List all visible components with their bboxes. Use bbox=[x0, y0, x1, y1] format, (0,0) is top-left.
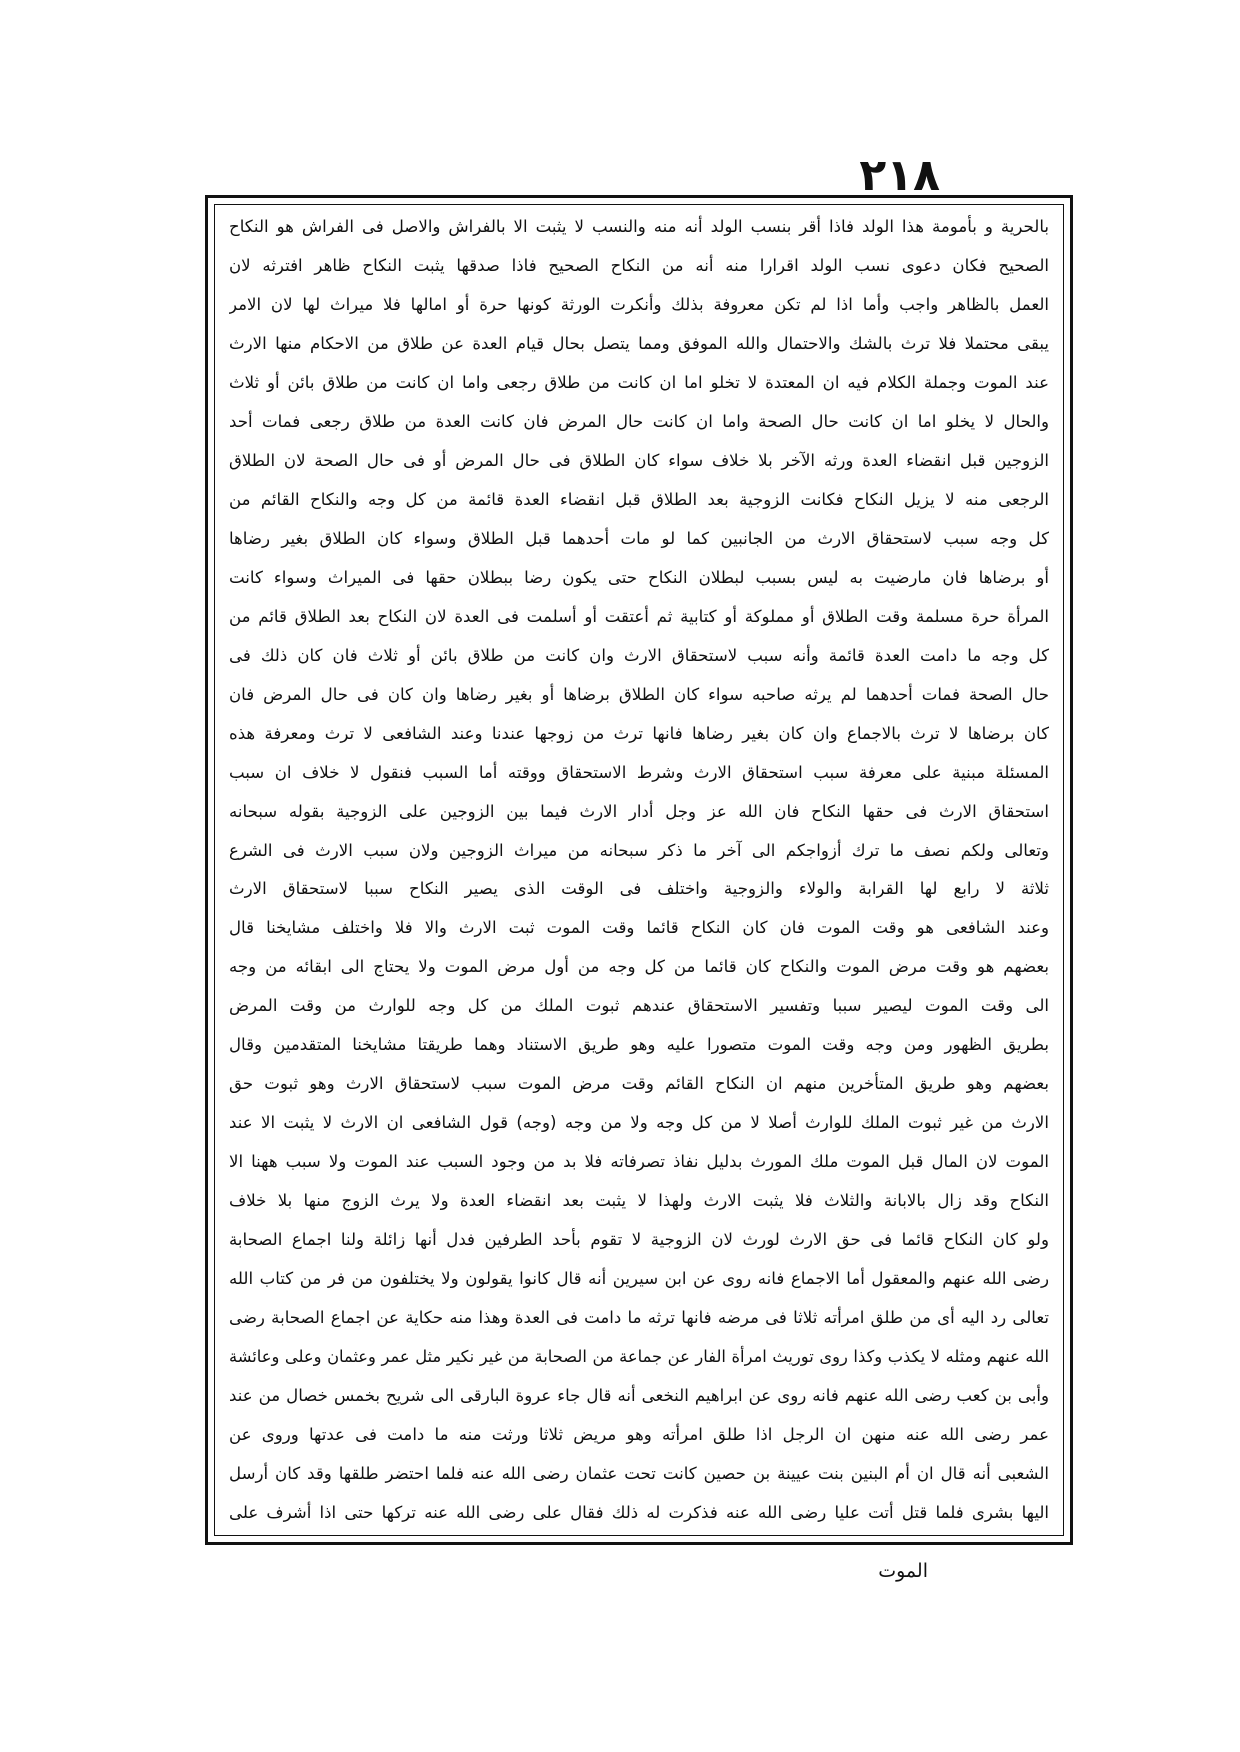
text-line: المسئلة مبنية على معرفة سبب استحقاق الارث وشرط الاستحقاق ووقته أما السبب فنقول لا خلاف ان سبب bbox=[229, 762, 1049, 782]
page-number: ٢١٨ bbox=[859, 150, 940, 201]
text-line: المرأة حرة مسلمة وقت الطلاق أو مملوكة أو كتابية ثم أعتقت أو أسلمت فى العدة لان النكاح بعد الطلاق قائم من bbox=[229, 606, 1049, 626]
text-line: والحال لا يخلو اما ان كانت حال الصحة واما ان كانت حال المرض فان كانت العدة من طلاق رجعى فمات أحد bbox=[229, 411, 1049, 431]
text-line: كل وجه سبب لاستحقاق الارث من الجانبين كما لو مات أحدهما قبل الطلاق وسواء كان الطلاق بغير رضاها bbox=[229, 528, 1049, 548]
text-line: عند الموت وجملة الكلام فيه ان المعتدة لا تخلو اما ان كانت من طلاق رجعى واما ان كانت من طلاق بائن أو ثلاث bbox=[229, 372, 1049, 392]
text-line: استحقاق الارث فى حقها النكاح فان الله عز وجل أدار الارث فيما بين الزوجين على الزوجية بقوله سبحانه bbox=[229, 801, 1049, 821]
text-line: النكاح وقد زال بالابانة والثلاث فلا يثبت الارث ولهذا لا يثبت بعد انقضاء العدة ولا يرث الزوج منها بلا خلاف bbox=[229, 1191, 1049, 1211]
text-line: الله عنهم ومثله لا يكذب وكذا روى توريث امرأة الفار عن جماعة من الصحابة من غير نكير مثل عمر وعثمان وعلى وعائشة bbox=[229, 1347, 1049, 1367]
text-line: الزوجين قبل انقضاء العدة ورثه الآخر بلا خلاف سواء كان الطلاق فى حال المرض أو فى حال الصحة لان الطلاق bbox=[229, 450, 1049, 470]
text-line: رضى الله عنهم والمعقول أما الاجماع فانه روى عن ابن سيرين أنه قال كانوا يقولون ولا يختلفون من فر من كتاب الله bbox=[229, 1269, 1049, 1289]
text-line: الرجعى منه لا يزيل النكاح فكانت الزوجية بعد الطلاق قبل انقضاء العدة قائمة من كل وجه والنكاح القائم من bbox=[229, 489, 1049, 509]
text-body bbox=[229, 209, 1049, 1531]
text-line: كل وجه ما دامت العدة قائمة وأنه سبب لاستحقاق الارث وان كانت من طلاق بائن أو ثلاث فان كان ذلك فى bbox=[229, 645, 1049, 665]
text-line: ثلاثة لا رابع لها القرابة والولاء والزوجية واختلف فى الوقت الذى يصير النكاح سببا لاستحقاق الارث bbox=[229, 879, 1049, 899]
text-line: الارث من غير ثبوت الملك للوارث أصلا لا من كل وجه ولا من وجه (وجه) قول الشافعى ان الارث لا يثبت الا عند bbox=[229, 1113, 1049, 1133]
text-line: بالحرية و بأمومة هذا الولد فاذا أقر بنسب الولد أنه منه والنسب لا يثبت الا بالفراش والاصل فى الفراش هو النكاح bbox=[229, 217, 1049, 236]
text-line: وعند الشافعى هو وقت الموت فان كان النكاح قائما وقت الموت ثبت الارث والا فلا واختلف مشايخنا قال bbox=[229, 918, 1049, 938]
text-line: وتعالى ولكم نصف ما ترك أزواجكم الى آخر ما ذكر سبحانه من ميراث الزوجين ولان سبب الارث فى الشرع bbox=[229, 840, 1049, 860]
text-line: كان برضاها لا ترث بالاجماع وان كان بغير رضاها فانها ترث من زوجها عندنا وعند الشافعى لا ترث ومعرفة هذه bbox=[229, 723, 1049, 743]
text-line: الشعبى أنه قال ان أم البنين بنت عيينة بن حصين كانت تحت عثمان رضى الله عنه فلما احتضر طلقها وقد كان أرسل bbox=[229, 1464, 1049, 1483]
text-frame bbox=[205, 195, 1073, 1545]
text-line: العمل بالظاهر واجب وأما اذا لم تكن معروفة بذلك وأنكرت الورثة كونها حرة أو امالها فلا ميراث لها لان الامر bbox=[229, 294, 1049, 314]
text-line: عمر رضى الله عنه منهن ان الرجل اذا طلق امرأته وهو مريض ثلاثا ورثت منه ما دامت فى عدتها وروى عن bbox=[229, 1425, 1049, 1445]
text-line: حال الصحة فمات أحدهما لم يرثه صاحبه سواء كان الطلاق برضاها أو بغير رضاها وان كان فى حال المرض فان bbox=[229, 684, 1049, 704]
text-line: ولو كان النكاح قائما فى حق الارث لورث لان الزوجية لا تقوم بأحد الطرفين فدل أنها زائلة ولنا اجماع الصحابة bbox=[229, 1230, 1049, 1250]
text-line: وأبى بن كعب رضى الله عنهم فانه روى عن ابراهيم النخعى أنه قال جاء عروة البارقى الى شريح بخمس خصال من عند bbox=[229, 1386, 1049, 1406]
text-line: بطريق الظهور ومن وجه وقت الموت متصورا عليه وهو طريق الاستناد وهما طريقتا مشايخنا المتقدمين وقال bbox=[229, 1035, 1049, 1055]
text-line: الصحيح فكان دعوى نسب الولد اقرارا منه أنه من النكاح الصحيح فاذا صدقها يثبت النكاح ظاهر افترثه لان bbox=[229, 255, 1049, 275]
text-line: يبقى محتملا فلا ترث بالشك والاحتمال والله الموفق ومما يتصل بحال قيام العدة عن طلاق من الاحكام منها الارث bbox=[229, 333, 1049, 353]
text-line: الموت لان المال قبل الموت ملك المورث بدليل نفاذ تصرفاته فلا بد من وجود السبب عند الموت ولا سبب ههنا الا bbox=[229, 1152, 1049, 1172]
text-line: الى وقت الموت ليصير سببا وتفسير الاستحقاق عندهم ثبوت الملك من كل وجه للوارث من وقت المرض bbox=[229, 996, 1049, 1016]
catchword: الموت bbox=[878, 1560, 928, 1582]
text-frame-inner-border bbox=[214, 204, 1064, 1536]
text-line: بعضهم وهو طريق المتأخرين منهم ان النكاح القائم وقت مرض الموت سبب لاستحقاق الارث وهو ثبوت حق bbox=[229, 1074, 1049, 1094]
text-line: اليها بشرى فلما قتل أتت عليا رضى الله عنه فذكرت له ذلك فقال على رضى الله عنه تركها حتى اذا أشرف على bbox=[229, 1502, 1049, 1522]
text-line: بعضهم هو وقت مرض الموت والنكاح كان قائما من كل وجه من أول مرض الموت ولا يحتاج الى ابقائه من وجه bbox=[229, 957, 1049, 977]
text-line: أو برضاها فان مارضيت به ليس بسبب لبطلان النكاح حتى يكون رضا ببطلان حقها فى الميراث وسواء كانت bbox=[229, 567, 1049, 587]
text-line: تعالى رد اليه أى من طلق امرأته ثلاثا فى مرضه فانها ترثه ما دامت فى العدة وهذا منه حكاية عن اجماع الصحابة رضى bbox=[229, 1308, 1049, 1328]
